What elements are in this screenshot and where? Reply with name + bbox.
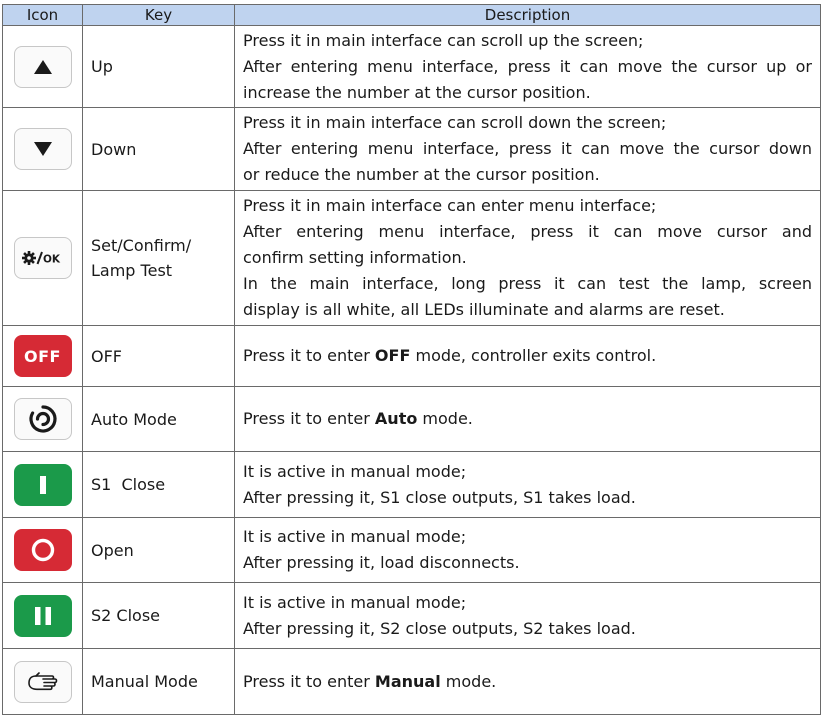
description-text: In the main interface, long press it can test the lamp, screen	[243, 274, 812, 293]
icon-column-header: Icon	[3, 5, 83, 26]
description-line	[243, 193, 812, 219]
description-text: Press it in main interface can enter menu interface;	[243, 196, 657, 215]
description-line	[243, 54, 812, 80]
description-text: Press it to enter	[243, 671, 375, 691]
description-line	[243, 669, 812, 695]
description-text: After entering menu interface, press it can move cursor and	[243, 222, 812, 241]
key-label: OFF	[91, 346, 122, 366]
description-text: mode, controller exits control.	[410, 346, 657, 365]
key-column-header: Key	[83, 5, 235, 26]
icon-cell	[3, 649, 83, 715]
key-label: Auto Mode	[91, 409, 177, 429]
description-text: After pressing it, S2 close outputs, S2 takes load.	[243, 618, 636, 638]
description-line	[243, 162, 812, 188]
table-row	[3, 326, 821, 387]
description-text: confirm setting information.	[243, 248, 467, 267]
table-row	[3, 452, 821, 518]
table-row	[3, 387, 821, 452]
table-row	[3, 583, 821, 649]
description-line	[243, 80, 812, 106]
key-label: Up	[91, 57, 113, 76]
description-cell	[235, 452, 821, 518]
ok-label: OK	[42, 253, 60, 266]
key-cell	[83, 108, 235, 191]
description-line	[243, 485, 812, 511]
table-row	[3, 518, 821, 583]
auto-mode-icon	[14, 398, 72, 440]
off-icon	[14, 335, 72, 377]
icon-cell	[3, 387, 83, 452]
description-line	[243, 28, 812, 54]
description-text: Press it in main interface can scroll up the screen;	[243, 30, 644, 50]
icon-cell	[3, 326, 83, 387]
description-line	[243, 343, 812, 369]
key-cell	[83, 26, 235, 108]
off-label: OFF	[24, 346, 61, 366]
description-text: increase the number at the cursor position.	[243, 82, 591, 102]
description-cell	[235, 649, 821, 715]
table-row	[3, 108, 821, 191]
description-text: display is all white, all LEDs illuminate and alarms are reset.	[243, 300, 725, 319]
description-line	[243, 590, 812, 616]
description-column-header: Description	[235, 5, 821, 26]
description-text: It is active in manual mode;	[243, 527, 467, 546]
description-text: It is active in manual mode;	[243, 461, 467, 481]
table-row	[3, 649, 821, 715]
description-line	[243, 616, 812, 642]
description-line	[243, 136, 812, 162]
key-cell	[83, 191, 235, 326]
key-cell	[83, 518, 235, 583]
description-text: Press it to enter	[243, 346, 375, 365]
s2-close-icon	[14, 595, 72, 637]
s1-close-icon	[14, 464, 72, 506]
key-label: Lamp Test	[91, 261, 173, 280]
description-cell	[235, 26, 821, 108]
icon-cell	[3, 191, 83, 326]
description-line	[243, 219, 812, 245]
icon-cell	[3, 108, 83, 191]
key-label: Set/Confirm/	[91, 236, 192, 255]
description-text: mode.	[440, 671, 497, 691]
description-line	[243, 245, 812, 271]
down-triangle-icon	[14, 128, 72, 170]
key-label: Manual Mode	[91, 672, 198, 691]
key-label: S2 Close	[91, 606, 161, 625]
description-text: After entering menu interface, press it can move the cursor up or	[243, 56, 812, 76]
description-line	[243, 524, 812, 550]
mode-name: Auto	[374, 409, 418, 428]
mode-name: OFF	[374, 346, 411, 365]
key-cell	[83, 326, 235, 387]
icon-cell	[3, 518, 83, 583]
key-cell	[83, 649, 235, 715]
mode-name: Manual	[374, 671, 441, 691]
key-cell	[83, 583, 235, 649]
description-line	[243, 406, 812, 432]
description-cell	[235, 518, 821, 583]
description-cell	[235, 108, 821, 191]
description-line	[243, 271, 812, 297]
description-line	[243, 550, 812, 576]
key-label: S1 Close	[91, 475, 166, 494]
key-cell	[83, 387, 235, 452]
icon-cell	[3, 583, 83, 649]
description-text: Press it in main interface can scroll down the screen;	[243, 113, 667, 132]
description-text: After pressing it, load disconnects.	[243, 553, 520, 572]
key-description-table	[2, 4, 821, 715]
description-cell	[235, 387, 821, 452]
description-text: After entering menu interface, press it can move the cursor down	[243, 139, 812, 158]
open-icon	[14, 529, 72, 571]
key-label: Down	[91, 139, 137, 159]
icon-cell	[3, 452, 83, 518]
description-line	[243, 110, 812, 136]
description-text: After pressing it, S1 close outputs, S1 takes load.	[243, 487, 636, 507]
description-text: or reduce the number at the cursor position.	[243, 165, 600, 184]
table-row	[3, 191, 821, 326]
description-text: It is active in manual mode;	[243, 592, 467, 612]
description-cell	[235, 326, 821, 387]
description-line	[243, 297, 812, 323]
table-row	[3, 26, 821, 108]
description-text: Press it to enter	[243, 409, 375, 428]
description-line	[243, 459, 812, 485]
key-cell	[83, 452, 235, 518]
key-label: Open	[91, 540, 134, 560]
table-header-row	[3, 5, 821, 26]
description-cell	[235, 191, 821, 326]
description-text: mode.	[417, 409, 473, 428]
up-triangle-icon	[14, 46, 72, 88]
gear-ok-icon	[14, 237, 72, 279]
description-cell	[235, 583, 821, 649]
manual-mode-hand-icon	[14, 661, 72, 703]
icon-cell	[3, 26, 83, 108]
